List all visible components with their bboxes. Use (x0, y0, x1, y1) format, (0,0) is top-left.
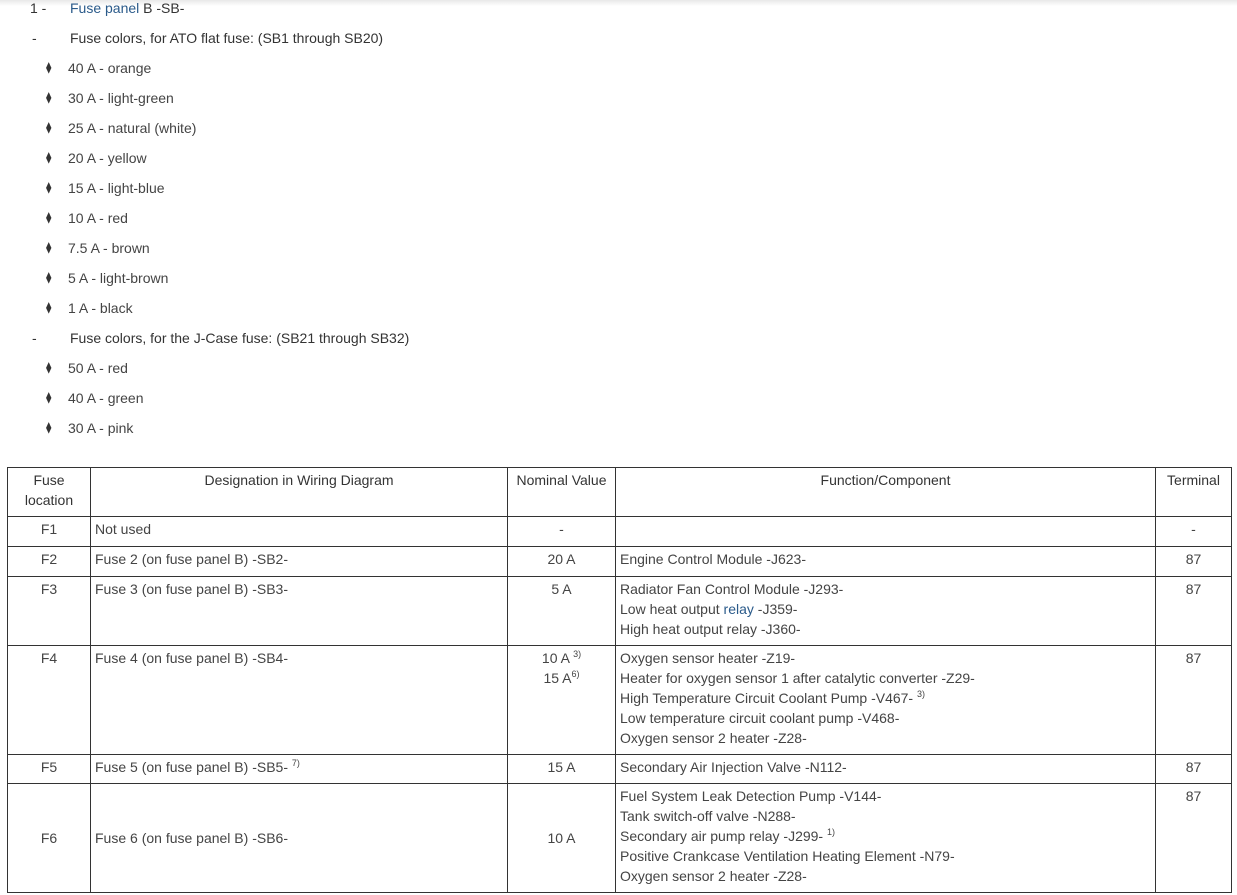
function-text: Engine Control Module -J623- (620, 551, 806, 567)
designation-cell (91, 577, 508, 646)
footnote: 3) (917, 689, 926, 699)
nominal-value-cell (508, 577, 616, 646)
value-text: 5 A (551, 581, 572, 597)
section-title (70, 0, 184, 18)
nominal-value (512, 668, 611, 688)
function-text: High Temperature Circuit Coolant Pump -V467- (620, 690, 917, 706)
header-fuse-location: Fuse location (8, 468, 91, 517)
function-cell (616, 646, 1156, 755)
function-line (620, 549, 1151, 569)
diamond-bullet-icon: ⧫ (46, 362, 52, 374)
function-line (620, 599, 1151, 619)
table-row (8, 784, 1232, 893)
relay-link[interactable]: relay (723, 601, 754, 617)
nominal-value-cell (508, 646, 616, 755)
designation-text: Not used (95, 521, 152, 537)
fuse-color-item: 1 A - black (68, 300, 133, 316)
function-line (620, 786, 1151, 806)
function-line (620, 846, 1151, 866)
function-line (620, 806, 1151, 826)
footnote: 6) (571, 669, 580, 679)
function-text: Fuel System Leak Detection Pump -V144- (620, 788, 882, 804)
function-text: Tank switch-off valve -N288- (620, 808, 796, 824)
table-row (8, 646, 1232, 755)
diamond-bullet-icon: ⧫ (46, 242, 52, 254)
terminal-cell: 87 (1156, 646, 1232, 755)
table-row (8, 577, 1232, 646)
fuse-color-item: 5 A - light-brown (68, 270, 169, 286)
function-line (620, 648, 1151, 668)
footnote: 1) (827, 827, 836, 837)
fuse-color-item: 40 A - green (68, 390, 144, 406)
function-line (620, 708, 1151, 728)
fuse-location-cell: F3 (8, 577, 91, 646)
nominal-value (512, 519, 611, 539)
function-text: High heat output relay -J360- (620, 621, 801, 637)
group-dash: - (32, 30, 37, 46)
designation-cell (91, 517, 508, 547)
fuse-location-cell: F2 (8, 547, 91, 577)
designation-cell (91, 547, 508, 577)
value-text: - (559, 521, 564, 537)
diamond-bullet-icon: ⧫ (46, 122, 52, 134)
function-cell (616, 755, 1156, 784)
value-text: 20 A (547, 551, 576, 567)
fuse-location-cell: F6 (8, 784, 91, 893)
value-text: 15 A (543, 670, 572, 686)
table-row (8, 517, 1232, 547)
function-line (620, 579, 1151, 599)
value-text: 10 A (541, 650, 574, 666)
function-cell (616, 517, 1156, 547)
header-terminal: Terminal (1156, 468, 1232, 517)
function-text: Low temperature circuit coolant pump -V468- (620, 710, 900, 726)
function-text: Secondary Air Injection Valve -N112- (620, 759, 847, 775)
group-heading: Fuse colors, for ATO flat fuse: (SB1 through SB20) (70, 30, 384, 46)
header-function: Function/Component (616, 468, 1156, 517)
fuse-color-item: 7.5 A - brown (68, 240, 150, 256)
diamond-bullet-icon: ⧫ (46, 392, 52, 404)
function-line (620, 619, 1151, 639)
function-text: Secondary air pump relay -J299- (620, 828, 827, 844)
designation-text: Fuse 4 (on fuse panel B) -SB4- (95, 650, 288, 666)
fuse-location-cell: F5 (8, 755, 91, 784)
function-text: Positive Crankcase Ventilation Heating Element -N79- (620, 848, 955, 864)
table-row (8, 547, 1232, 577)
function-cell (616, 577, 1156, 646)
fuse-color-item: 10 A - red (68, 210, 128, 226)
function-text: Low heat output (620, 601, 724, 617)
designation-text: Fuse 2 (on fuse panel B) -SB2- (95, 551, 288, 567)
header-designation: Designation in Wiring Diagram (91, 468, 508, 517)
diamond-bullet-icon: ⧫ (46, 92, 52, 104)
designation-cell (91, 755, 508, 784)
function-line (620, 728, 1151, 748)
diamond-bullet-icon: ⧫ (46, 62, 52, 74)
function-text: Radiator Fan Control Module -J293- (620, 581, 844, 597)
function-text: Oxygen sensor 2 heater -Z28- (620, 868, 807, 884)
fuse-table (7, 467, 1232, 893)
fuse-color-item: 50 A - red (68, 360, 128, 376)
nominal-value (512, 579, 611, 599)
fuse-location-cell: F1 (8, 517, 91, 547)
top-shadow (0, 0, 1237, 6)
function-text: Oxygen sensor 2 heater -Z28- (620, 730, 807, 746)
nominal-value (512, 828, 611, 848)
function-line (620, 757, 1151, 777)
function-line (620, 826, 1151, 846)
nominal-value-cell (508, 547, 616, 577)
function-line (620, 688, 1151, 708)
designation-cell (91, 646, 508, 755)
designation-cell (91, 784, 508, 893)
fuse-location-cell: F4 (8, 646, 91, 755)
diamond-bullet-icon: ⧫ (46, 212, 52, 224)
nominal-value (512, 549, 611, 569)
footnote: 3) (573, 649, 582, 659)
nominal-value-cell (508, 517, 616, 547)
fuse-color-item: 30 A - light-green (68, 90, 174, 106)
function-cell (616, 784, 1156, 893)
fuse-color-item: 25 A - natural (white) (68, 120, 197, 136)
terminal-cell: 87 (1156, 577, 1232, 646)
fuse-color-item: 20 A - yellow (68, 150, 147, 166)
table-row (8, 755, 1232, 784)
group-dash: - (32, 330, 37, 346)
function-text: Oxygen sensor heater -Z19- (620, 650, 796, 666)
designation-text: Fuse 3 (on fuse panel B) -SB3- (95, 581, 288, 597)
terminal-cell: 87 (1156, 784, 1232, 893)
function-text: Heater for oxygen sensor 1 after catalytic converter -Z29- (620, 670, 975, 686)
function-line (620, 866, 1151, 886)
table-header-row (8, 468, 1232, 517)
diamond-bullet-icon: ⧫ (46, 422, 52, 434)
terminal-cell: 87 (1156, 755, 1232, 784)
value-text: 15 A (547, 759, 576, 775)
footnote: 7) (291, 758, 300, 768)
nominal-value-cell (508, 755, 616, 784)
designation-text: Fuse 6 (on fuse panel B) -SB6- (95, 830, 288, 846)
fuse-color-item: 15 A - light-blue (68, 180, 165, 196)
header-nominal-value: Nominal Value (508, 468, 616, 517)
terminal-cell: 87 (1156, 547, 1232, 577)
function-line (620, 668, 1151, 688)
section-number: 1 - (30, 0, 47, 16)
diamond-bullet-icon: ⧫ (46, 152, 52, 164)
function-text-rest: -J359- (753, 601, 798, 617)
nominal-value-cell (508, 784, 616, 893)
terminal-cell: - (1156, 517, 1232, 547)
nominal-value (512, 648, 611, 668)
fuse-color-item: 30 A - pink (68, 420, 134, 436)
nominal-value (512, 757, 611, 777)
diamond-bullet-icon: ⧫ (46, 272, 52, 284)
value-text: 10 A (547, 830, 576, 846)
designation-text: Fuse 5 (on fuse panel B) -SB5- (95, 759, 292, 775)
group-heading: Fuse colors, for the J-Case fuse: (SB21 through SB32) (70, 330, 410, 346)
function-cell (616, 547, 1156, 577)
diamond-bullet-icon: ⧫ (46, 302, 52, 314)
diamond-bullet-icon: ⧫ (46, 182, 52, 194)
section-title-rest: B -SB- (139, 0, 185, 16)
fuse-panel-link[interactable]: Fuse panel (70, 0, 140, 16)
fuse-color-item: 40 A - orange (68, 60, 152, 76)
